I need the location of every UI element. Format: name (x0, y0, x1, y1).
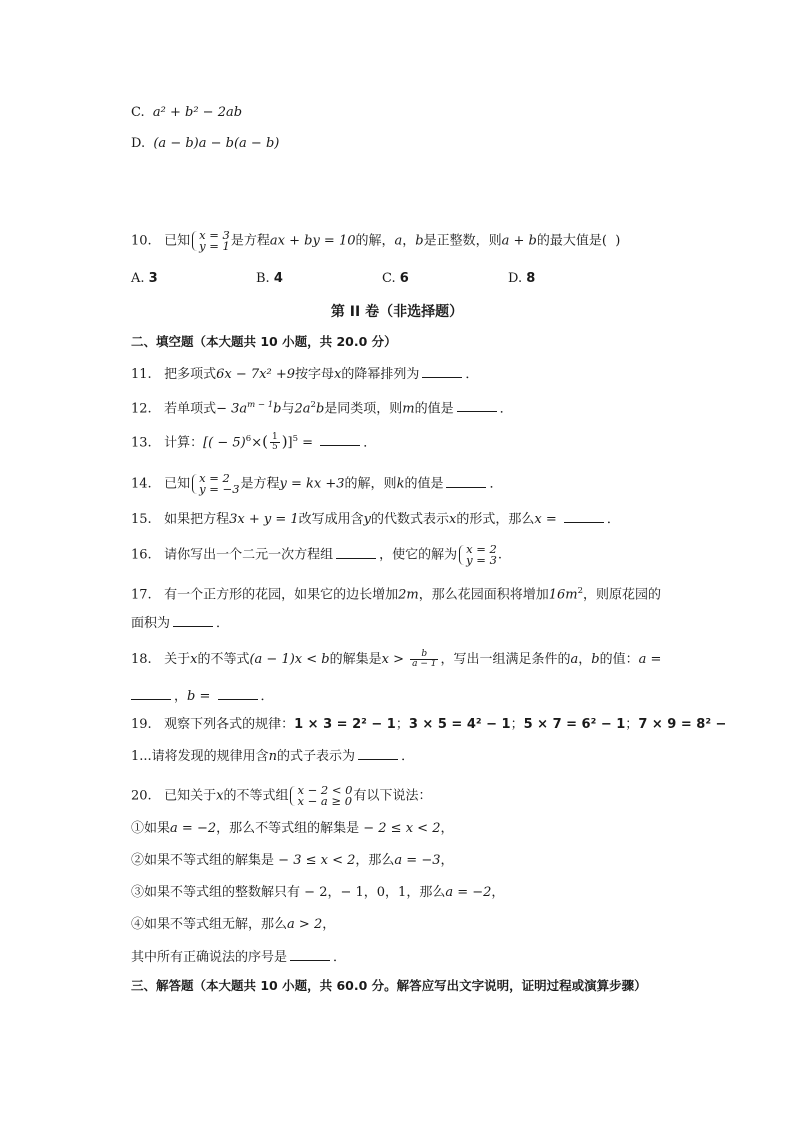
math-sup: 2 (310, 400, 316, 410)
option-a[interactable] (131, 270, 158, 288)
question-12 (131, 396, 513, 418)
question-13: 13. 计算：[( − 5)$^6$×( $\frac{1}{5}$ )]$^5$ = ． (131, 432, 377, 453)
question-number: 19. (131, 717, 152, 732)
text: 面积为 (131, 616, 171, 631)
math: a = −2 (170, 821, 217, 836)
text: ． (401, 749, 415, 764)
text: 关于 (164, 652, 191, 667)
text: 是方程 (240, 476, 280, 492)
text: ，那么 (406, 885, 446, 900)
text: 的解集是 (329, 652, 382, 667)
section-3-heading: 三、解答题（本大题共 10 小题，共 60.0 分。解答应写出文字说明，证明过程或演算步骤） (131, 978, 647, 993)
sys-row: y = −3 (199, 482, 240, 496)
math: b (315, 401, 325, 417)
question-17 (131, 582, 661, 604)
statement-3 (131, 884, 504, 902)
question-number: 12. (131, 401, 152, 417)
text: 的降幂排列为 (341, 367, 420, 382)
text: ， (322, 917, 336, 932)
math: − 3 ≤ x < 2 (274, 853, 356, 868)
question-16 (131, 544, 502, 566)
text: 已知 (164, 476, 191, 492)
option-value: 4 (273, 271, 283, 286)
option-value: 3 (148, 271, 158, 286)
denominator: 5 (271, 442, 278, 453)
text: 的形式，那么 (456, 512, 535, 527)
math: y (363, 512, 372, 527)
equation-system (191, 230, 230, 252)
option-label: D. (131, 136, 146, 151)
math: x (216, 788, 224, 804)
question-18-cont (131, 686, 274, 706)
option-label: C. (382, 271, 396, 286)
statement-1 (131, 820, 454, 838)
text: ． (606, 512, 620, 527)
text: ． (363, 435, 377, 451)
question-17-cont (131, 613, 229, 633)
math: a + b (501, 233, 537, 249)
question-number: 11. (131, 367, 152, 382)
text: ， (174, 689, 188, 704)
math: m (402, 401, 415, 417)
option-label: D. (508, 271, 523, 286)
text: 如果不等式组无解，那么 (144, 917, 288, 932)
math: a > 2 (287, 917, 323, 932)
text: 有一个正方形的花园，如果它的边长增加 (164, 587, 399, 603)
math: b (273, 401, 282, 417)
math: a = −3 (394, 853, 441, 868)
text: ，那么不等式组的解集是 (216, 821, 360, 836)
math: 3x + y = 1 (229, 512, 299, 527)
math-sup: 6 (245, 434, 252, 444)
text: 的不等式 (197, 652, 250, 667)
text: 请你写出一个二元一次方程组 (164, 547, 334, 563)
question-number: 18. (131, 652, 152, 667)
math: x (449, 512, 457, 527)
answer-blank[interactable] (446, 474, 486, 488)
text: ，则原花园的 (583, 587, 662, 603)
statement-mark: ② (131, 853, 145, 868)
text: 与 (281, 401, 295, 417)
section-2-heading: 二、填空题（本大题共 10 小题，共 20.0 分） (131, 334, 397, 349)
text: 若单项式 (164, 401, 217, 417)
sys-row: x = 2 (466, 542, 497, 556)
text: ． (260, 689, 274, 704)
question-number: 17. (131, 587, 152, 603)
text: ， (402, 233, 416, 249)
math-sup: m − 1 (247, 400, 274, 410)
text: ， (440, 853, 454, 868)
question-10 (131, 230, 620, 252)
text: 其中所有正确说法的序号是 (131, 950, 288, 965)
text: ，那么 (355, 853, 395, 868)
text: ， (440, 821, 454, 836)
answer-blank[interactable] (564, 509, 604, 523)
math: 1 × 3 = 2² − 1 (294, 717, 396, 732)
text: ，使它的解为 (379, 547, 458, 563)
math: x (334, 367, 342, 382)
inequality-system (289, 785, 352, 807)
text: ，写出一组满足条件的 (440, 652, 571, 667)
text: 是方程 (230, 233, 270, 249)
math: b = (187, 689, 215, 704)
sys-row: y = 1 (199, 239, 230, 253)
option-b[interactable] (256, 270, 283, 288)
text: ，那么花园面积将增加 (418, 587, 549, 603)
answer-blank[interactable] (173, 613, 213, 627)
option-expr: (a − b)a − b(a − b) (153, 136, 280, 151)
text: 的值： (599, 652, 639, 667)
math-sup: 2 (577, 586, 584, 596)
sys-row: x = 2 (199, 471, 230, 485)
text: 的代数式表示 (371, 512, 450, 527)
text: 如果把方程 (164, 512, 230, 527)
answer-blank[interactable] (422, 364, 462, 378)
question-number: 20. (131, 788, 152, 804)
math: ] (287, 435, 293, 451)
math: x = (534, 512, 561, 527)
statement-4 (131, 916, 335, 934)
math: y = kx +3 (279, 476, 345, 492)
question-number: 16. (131, 547, 152, 563)
math: × (251, 435, 263, 451)
sys-row: y = 3 (466, 553, 497, 567)
math: − 2，− 1，0，1 (300, 885, 407, 900)
math: x (190, 652, 198, 667)
option-expr: a² + b² − 2ab (152, 105, 243, 120)
text: 的式子表示为 (277, 749, 356, 764)
fraction (410, 650, 438, 669)
question-number: 14. (131, 476, 152, 492)
text: 把多项式 (164, 367, 217, 382)
option-d[interactable] (508, 270, 535, 288)
text: ； (625, 717, 639, 732)
option-value: 8 (526, 271, 536, 286)
text: 如果 (144, 821, 171, 836)
math: b (415, 233, 424, 249)
question-number: 15. (131, 512, 152, 527)
text: ； (510, 717, 524, 732)
text: ． (489, 476, 503, 492)
option-c[interactable] (382, 270, 409, 288)
numerator: b (410, 650, 438, 660)
statement-mark: ① (131, 821, 145, 836)
math: a = −2 (445, 885, 492, 900)
sys-row: x − 2 < 0 (297, 783, 353, 797)
text: ， (578, 652, 592, 667)
text: 有以下说法： (353, 788, 432, 804)
text: ， (491, 885, 505, 900)
statement-mark: ③ (131, 885, 145, 900)
answer-blank-b[interactable] (218, 686, 258, 700)
math: 5 × 7 = 6² − 1 (523, 717, 626, 732)
text: 已知关于 (164, 788, 217, 804)
answer-blank[interactable] (358, 746, 398, 760)
fraction (270, 433, 280, 452)
option-label: C. (131, 105, 145, 120)
numerator: 1 (271, 432, 278, 443)
answer-blank[interactable] (336, 545, 376, 559)
math: − 2 ≤ x < 2 (359, 821, 441, 836)
question-11 (131, 364, 478, 384)
question-18 (131, 650, 661, 669)
option-label: A. (131, 271, 145, 286)
math: ax + by = 10 (269, 233, 356, 249)
option-d-prev (131, 135, 279, 153)
math: b (591, 652, 600, 667)
text: ． (499, 401, 513, 417)
text: ． (216, 616, 230, 631)
question-19-cont (131, 746, 414, 766)
text: . (497, 547, 503, 563)
math: 2m (398, 587, 419, 603)
text: 如果不等式组的解集是 (144, 853, 275, 868)
answer-blank[interactable] (290, 947, 330, 961)
math: 16m (548, 587, 578, 603)
text: 是同类项，则 (324, 401, 403, 417)
equation-system (458, 544, 497, 566)
text: ． (465, 367, 479, 382)
answer-blank[interactable] (457, 398, 497, 412)
text: 计算： (164, 435, 204, 451)
text: 如果不等式组的整数解只有 (144, 885, 301, 900)
math: [( − 5) (203, 435, 246, 451)
text: 的不等式组 (223, 788, 289, 804)
math: (a − 1)x < b (249, 652, 330, 667)
answer-blank-a[interactable] (131, 686, 171, 700)
question-15 (131, 509, 620, 529)
text: 按字母 (294, 367, 334, 382)
math: 7 × 9 = 8² − (638, 717, 727, 732)
math: 6x − 7x² +9 (216, 367, 295, 382)
text: 观察下列各式的规律： (164, 717, 295, 732)
text: 是正整数，则 (423, 233, 502, 249)
question-14 (131, 473, 502, 495)
text: 1...请将发现的规律用含 (131, 749, 269, 764)
question-number: 13. (131, 435, 152, 451)
math: = (298, 435, 318, 451)
denominator: a − 1 (412, 659, 437, 669)
text: 的解， (355, 233, 395, 249)
text: 的值是 (414, 401, 454, 417)
statement-2 (131, 852, 454, 870)
text: 的最大值是( ) (536, 233, 621, 249)
question-20 (131, 785, 432, 807)
option-c-prev (131, 104, 242, 122)
text: 改写成用含 (298, 512, 364, 527)
math: 3 × 5 = 4² − 1 (408, 717, 511, 732)
text: ． (333, 950, 347, 965)
math: a (570, 652, 579, 667)
answer-blank[interactable] (320, 432, 360, 446)
statement-mark: ④ (131, 917, 145, 932)
text: 的值是 (404, 476, 444, 492)
text: 已知 (164, 233, 191, 249)
text: 的解，则 (344, 476, 397, 492)
math: n (268, 749, 278, 764)
sys-row: x − a ≥ 0 (297, 794, 353, 808)
part-title: 第 II 卷（非选择题） (330, 304, 464, 320)
question-19 (131, 716, 726, 734)
question-number: 10. (131, 233, 152, 249)
math: a (394, 233, 403, 249)
sys-row: x = 3 (199, 228, 230, 242)
math: a = (638, 652, 662, 667)
question-20-prompt (131, 947, 346, 967)
math: − 3a (216, 401, 248, 417)
option-value: 6 (399, 271, 409, 286)
math: 2a (294, 401, 311, 417)
text: ； (395, 717, 409, 732)
equation-system (191, 473, 239, 495)
option-label: B. (256, 271, 270, 286)
math: x > (381, 652, 409, 667)
math: k (396, 476, 405, 492)
math-sup: 5 (292, 434, 299, 444)
